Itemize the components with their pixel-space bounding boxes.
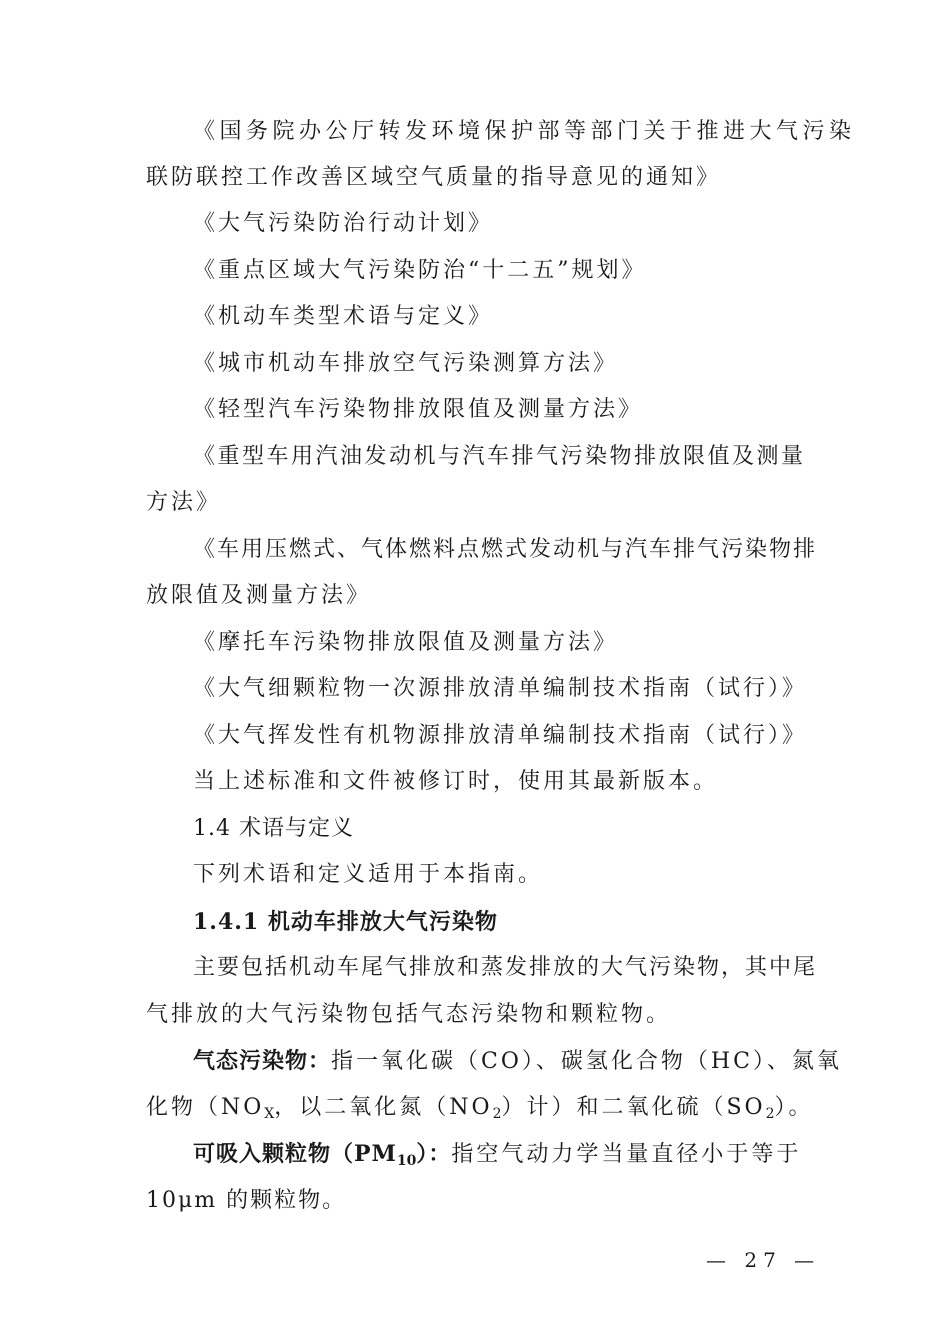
reference-1-line-2: 联防联控工作改善区域空气质量的指导意见的通知》	[146, 165, 722, 190]
gaseous-pollutant-definition-line-1	[193, 1046, 842, 1077]
section-1-4-heading: 1.4 术语与定义	[193, 816, 354, 841]
nox-text: 化物（NO	[146, 1095, 265, 1120]
pm10-term	[193, 1141, 451, 1167]
reference-6: 《轻型汽车污染物排放限值及测量方法》	[193, 397, 644, 422]
section-1-4-1-paragraph-line-2: 气排放的大气污染物包括气态污染物和颗粒物。	[146, 1002, 672, 1027]
nox-subscript: X	[264, 1106, 275, 1122]
pm10-term-closing: ）：	[416, 1141, 452, 1167]
pm10-subscript: 10	[396, 1153, 417, 1169]
reference-8-line-1: 《车用压燃式、气体燃料点燃式发动机与汽车排气污染物排	[193, 537, 818, 562]
reference-1-line-1: 《国务院办公厅转发环境保护部等部门关于推进大气污染	[193, 119, 853, 144]
section-1-4-intro: 下列术语和定义适用于本指南。	[193, 862, 544, 887]
no2-subscript: 2	[492, 1106, 502, 1122]
revision-note: 当上述标准和文件被修订时，使用其最新版本。	[193, 769, 719, 794]
section-1-4-1-paragraph-line-1: 主要包括机动车尾气排放和蒸发排放的大气污染物，其中尾	[193, 955, 818, 980]
reference-3: 《重点区域大气污染防治“十二五”规划》	[193, 258, 647, 283]
no2-text: ，以二氧化氮（NO	[274, 1095, 493, 1120]
pm10-definition: 指空气动力学当量直径小于等于	[451, 1142, 802, 1167]
reference-9: 《摩托车污染物排放限值及测量方法》	[193, 630, 619, 655]
reference-4: 《机动车类型术语与定义》	[193, 304, 494, 329]
pm10-definition-line-2: 10μm 的颗粒物。	[146, 1188, 347, 1213]
reference-10: 《大气细颗粒物一次源排放清单编制技术指南（试行）》	[193, 676, 808, 701]
so2-text: ）计）和二氧化硫（SO	[501, 1095, 766, 1120]
page-number: — 27 —	[706, 1248, 821, 1272]
pm10-term-text: 可吸入颗粒物（PM	[193, 1141, 397, 1167]
reference-8-line-2: 放限值及测量方法》	[146, 583, 372, 608]
pm10-definition-line-1	[193, 1139, 801, 1176]
gaseous-pollutant-term: 气态污染物：	[193, 1048, 332, 1074]
reference-2: 《大气污染防治行动计划》	[193, 211, 494, 236]
so2-closing-text: ）。	[774, 1095, 814, 1120]
gaseous-pollutant-definition-line-2	[146, 1093, 814, 1129]
gaseous-pollutant-definition: 指一氧化碳（CO）、碳氢化合物（HC）、氮氧	[331, 1049, 842, 1074]
so2-subscript: 2	[765, 1106, 775, 1122]
section-1-4-1-heading: 1.4.1 机动车排放大气污染物	[193, 909, 498, 935]
reference-5: 《城市机动车排放空气污染测算方法》	[193, 351, 619, 376]
reference-7-line-2: 方法》	[146, 490, 222, 515]
reference-11: 《大气挥发性有机物源排放清单编制技术指南（试行）》	[193, 723, 808, 748]
reference-7-line-1: 《重型车用汽油发动机与汽车排气污染物排放限值及测量	[193, 444, 805, 469]
